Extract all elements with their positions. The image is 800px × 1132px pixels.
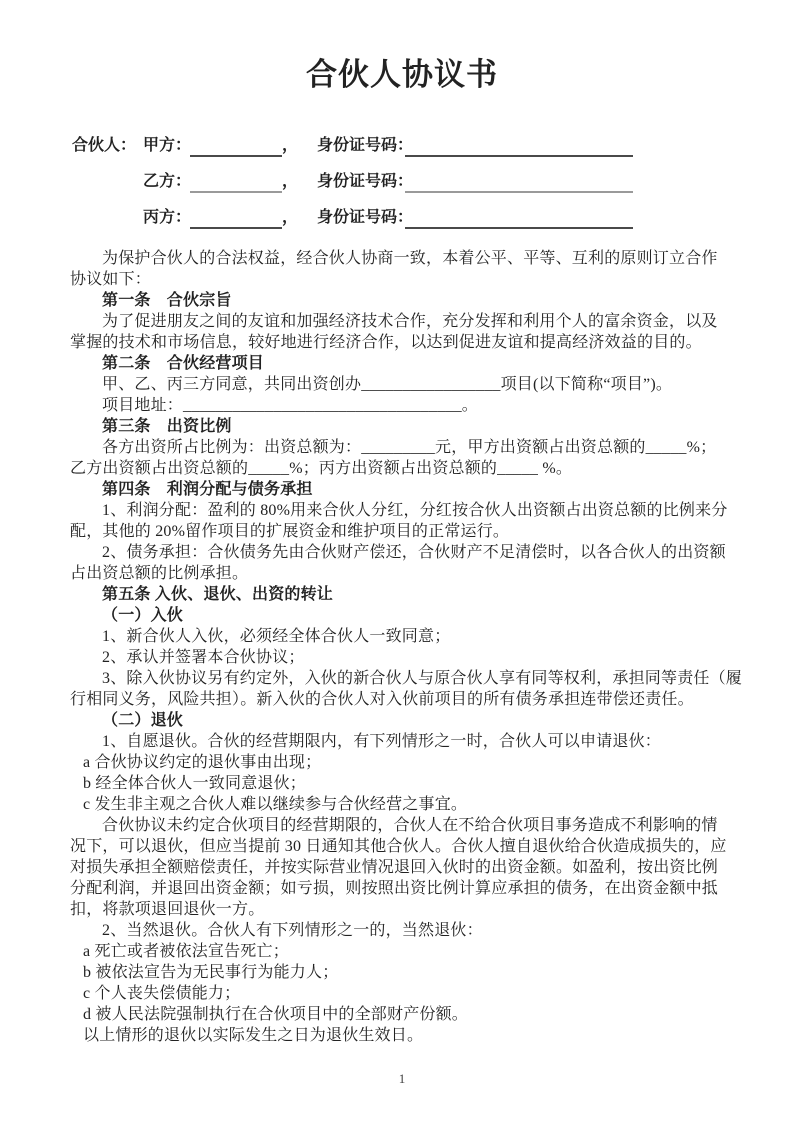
body-line: 协议如下： — [70, 270, 152, 288]
body-line: 为保护合伙人的合法权益，经合伙人协商一致，本着公平、平等、互利的原则订立合作 — [102, 249, 718, 267]
parties-section — [70, 135, 734, 229]
party-label: 乙方： — [143, 172, 192, 190]
id-number-label: 身份证号码： — [317, 136, 414, 154]
party-id-blank — [405, 134, 633, 157]
body-line: 2、当然退伙。合伙人有下列情形之一的，当然退伙： — [102, 921, 483, 939]
comma-separator: ， — [282, 136, 299, 154]
party-name-blank — [190, 206, 282, 229]
party-label: 丙方： — [143, 208, 192, 226]
id-number-label: 身份证号码： — [317, 172, 414, 190]
body-line: 占出资总额的比例承担。 — [70, 564, 249, 582]
body-line: 分配利润，并退回出资金额；如亏损，则按照出资比例计算应承担的债务，在出资金额中抵 — [70, 879, 719, 897]
body-line: 况下，可以退伙，但应当提前 30 日通知其他合伙人。合伙人擅自退伙给合伙造成损失的，应 — [70, 837, 727, 855]
body-line: 乙方出资额占出资总额的_____%；丙方出资额占出资总额的_____ %。 — [70, 459, 573, 477]
party-name-blank — [190, 134, 282, 157]
body-line: 合伙协议未约定合伙项目的经营期限的，合伙人在不给合伙项目事务造成不利影响的情 — [102, 816, 718, 834]
party-row — [70, 207, 734, 229]
section-heading: （一）入伙 — [102, 606, 184, 624]
body-line: 以上情形的退伙以实际发生之日为退伙生效日。 — [83, 1026, 424, 1044]
body-line: 1、新合伙人入伙，必须经全体合伙人一致同意； — [102, 627, 451, 645]
body-line: a 死亡或者被依法宣告死亡； — [83, 942, 289, 960]
section-heading: 第四条 利润分配与债务承担 — [102, 480, 313, 498]
body-line: 3、除入伙协议另有约定外，入伙的新合伙人与原合伙人享有同等权利，承担同等责任（履 — [102, 669, 743, 687]
id-number-label: 身份证号码： — [317, 208, 414, 226]
body-line: 扣，将款项退回退伙一方。 — [70, 900, 265, 918]
body-line: c 发生非主观之合伙人难以继续参与合伙经营之事宜。 — [83, 795, 468, 813]
body-line: 项目地址：__________________________________。 — [102, 396, 479, 414]
body-line: 2、承认并签署本合伙协议； — [102, 648, 305, 666]
body-line: a 合伙协议约定的退伙事由出现； — [83, 753, 322, 771]
party-row — [70, 135, 734, 157]
party-row — [70, 171, 734, 193]
body-line: 行相同义务，风险共担）。新入伙的合伙人对入伙前项目的所有债务承担连带偿还责任。 — [70, 690, 694, 708]
body-line: 1、利润分配：盈利的 80%用来合伙人分红，分红按合伙人出资额占出资总额的比例来分 — [102, 501, 728, 519]
party-id-blank — [405, 170, 633, 193]
parties-group-label: 合伙人： — [72, 136, 137, 154]
body-line: 对损失承担全额赔偿责任，并按实际营业情况退回入伙时的出资金额。如盈利，按出资比例 — [70, 858, 719, 876]
body-line: 2、债务承担：合伙债务先由合伙财产偿还，合伙财产不足清偿时，以各合伙人的出资额 — [102, 543, 726, 561]
section-heading: 第五条 入伙、退伙、出资的转让 — [102, 585, 334, 603]
party-label: 甲方： — [143, 136, 192, 154]
body-line: 1、自愿退伙。合伙的经营期限内，有下列情形之一时，合伙人可以申请退伙： — [102, 732, 662, 750]
body-line: 为了促进朋友之间的友谊和加强经济技术合作，充分发挥和利用个人的富余资金，以及 — [102, 312, 718, 330]
body-line: b 被依法宣告为无民事行为能力人； — [83, 963, 339, 981]
body-line: 配，其他的 20%留作项目的扩展资金和维护项目的正常运行。 — [70, 522, 510, 540]
body-line: 掌握的技术和市场信息，较好地进行经济合作，以达到促进友谊和提高经济效益的目的。 — [70, 333, 702, 351]
section-heading: （二）退伙 — [102, 711, 184, 729]
comma-separator: ， — [282, 208, 299, 226]
page-number: 1 — [398, 1070, 406, 1086]
section-heading: 第二条 合伙经营项目 — [102, 354, 265, 372]
comma-separator: ， — [282, 172, 299, 190]
body-line: c 个人丧失偿债能力； — [83, 984, 241, 1002]
party-name-blank — [190, 170, 282, 193]
body-line: 甲、乙、丙三方同意，共同出资创办_________________项目(以下简称“项目”)。 — [102, 375, 673, 393]
section-heading: 第三条 出资比例 — [102, 417, 232, 435]
party-id-blank — [405, 206, 633, 229]
body-line: 各方出资所占比例为：出资总额为：_________元，甲方出资额占出资总额的_____%； — [102, 438, 717, 456]
body-line: b 经全体合伙人一致同意退伙； — [83, 774, 307, 792]
section-heading: 第一条 合伙宗旨 — [102, 291, 232, 309]
document-title: 合伙人协议书 — [306, 57, 498, 92]
body-line: d 被人民法院强制执行在合伙项目中的全部财产份额。 — [83, 1005, 469, 1023]
document-body — [70, 248, 743, 1046]
